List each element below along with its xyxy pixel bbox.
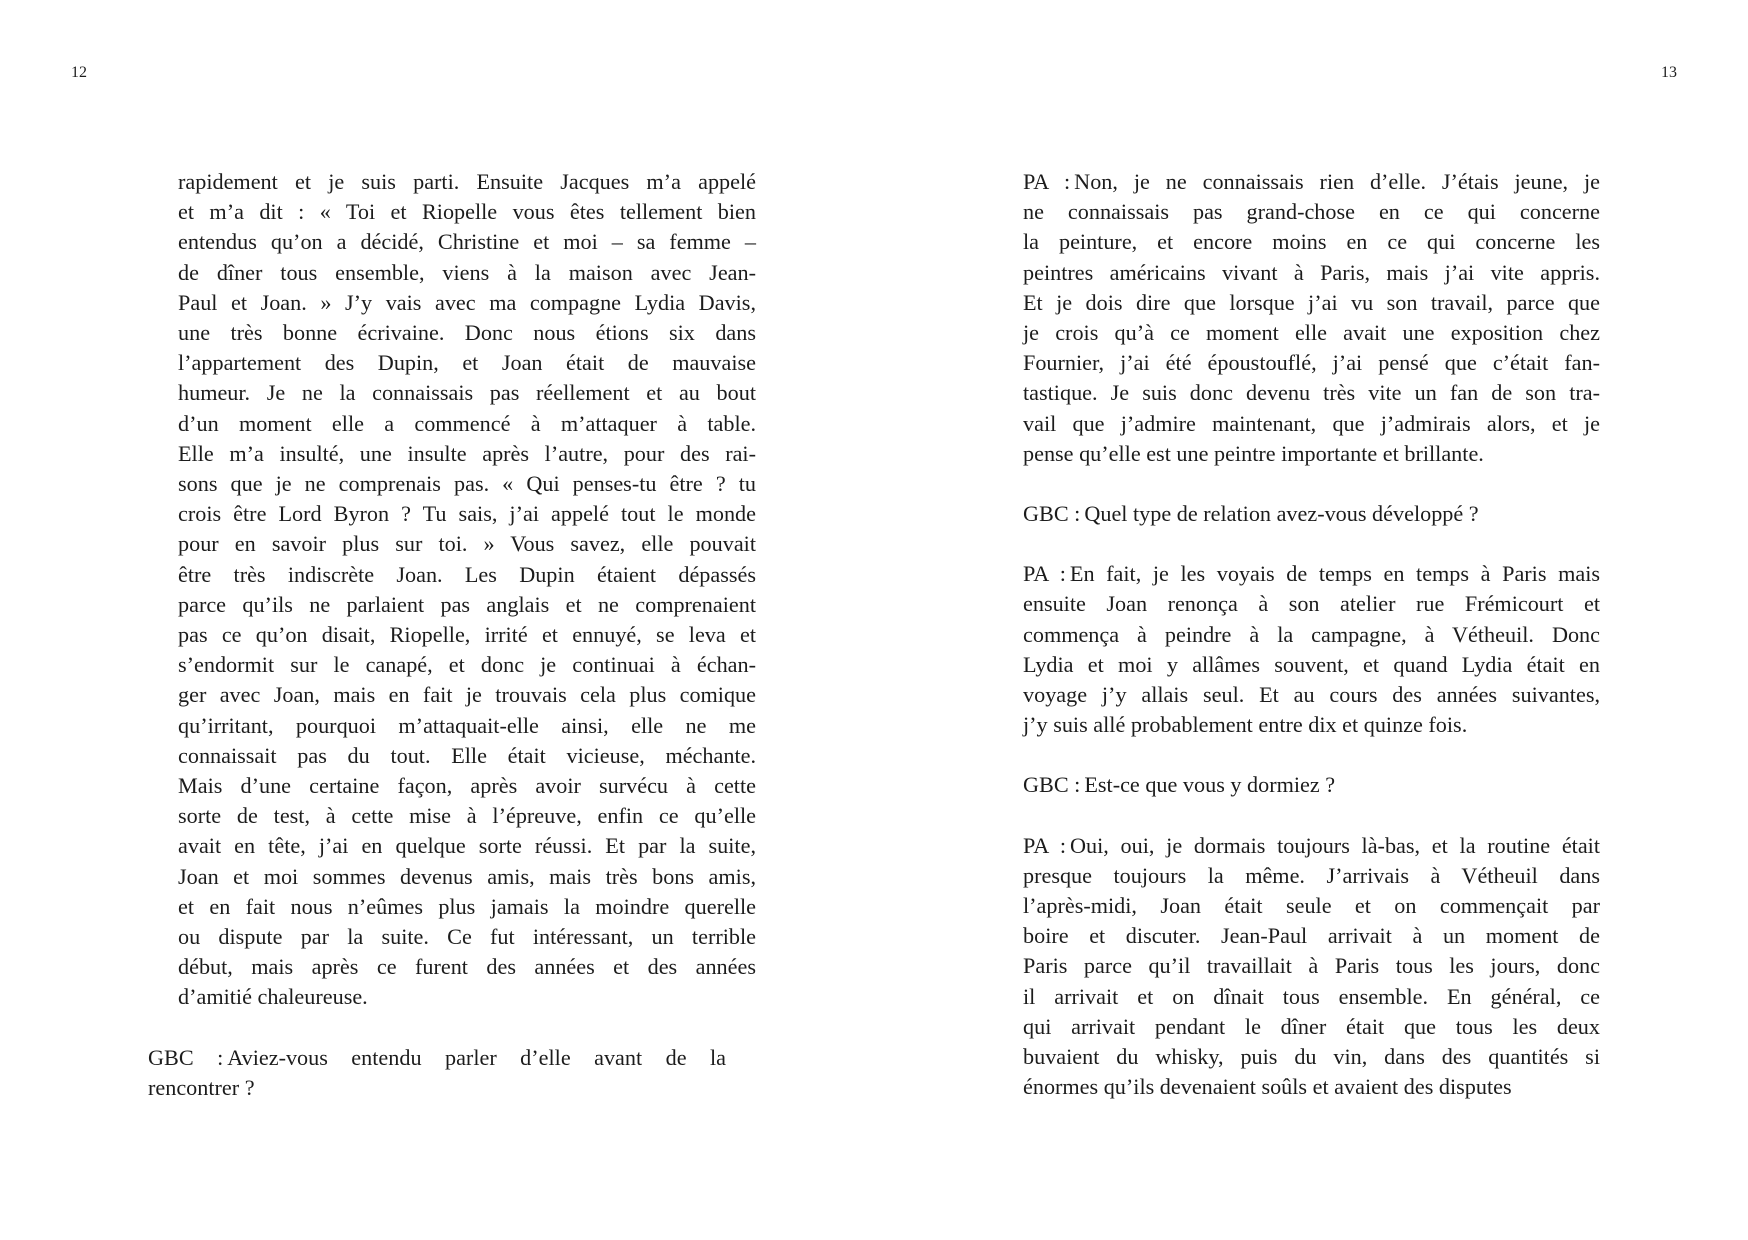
text-line <box>1023 167 1600 197</box>
line-text: je crois qu’à ce moment elle avait une exposition chez <box>1023 320 1600 346</box>
line-text: vail que j’admire maintenant, que j’admirais alors, et je <box>1023 410 1600 436</box>
line-text: Mais d’une certaine façon, après avoir survécu à cette <box>178 773 756 799</box>
text-line <box>1023 770 1600 800</box>
text-line <box>1023 589 1600 619</box>
line-text: parce qu’ils ne parlaient pas anglais et ne comprenaient <box>178 591 756 617</box>
line-text: début, mais après ce furent des années et des années <box>178 954 756 980</box>
text-line <box>178 167 756 197</box>
interview-exchange <box>1023 770 1600 800</box>
interview-exchange <box>1023 499 1600 529</box>
text-line <box>1023 499 1600 529</box>
line-text: Oui, oui, je dormais toujours là-bas, et la routine était <box>1070 832 1601 858</box>
text-line <box>1023 650 1600 680</box>
text-line <box>178 952 756 982</box>
line-text: une très bonne écrivaine. Donc nous étions six dans <box>178 320 756 346</box>
text-line <box>148 1043 726 1073</box>
line-text: rencontrer ? <box>148 1074 255 1100</box>
text-line <box>1023 951 1600 981</box>
text-line <box>178 741 756 771</box>
speaker-label: GBC : <box>1023 772 1081 798</box>
text-line <box>1023 921 1600 951</box>
line-text: entendus qu’on a décidé, Christine et moi – sa femme – <box>178 229 756 255</box>
line-text: qui arrivait pendant le dîner était que tous les deux <box>1023 1013 1600 1039</box>
text-line <box>178 197 756 227</box>
text-line <box>178 409 756 439</box>
line-text: la peinture, et encore moins en ce qui concerne les <box>1023 229 1600 255</box>
text-line <box>1023 258 1600 288</box>
line-text: ne connaissais pas grand-chose en ce qui concerne <box>1023 199 1600 225</box>
line-text: buvaient du whisky, puis du vin, dans des quantités si <box>1023 1044 1600 1070</box>
text-line <box>178 620 756 650</box>
text-line <box>178 650 756 680</box>
line-text: voyage j’y allais seul. Et au cours des années suivantes, <box>1023 682 1600 708</box>
line-text: tastique. Je suis donc devenu très vite un fan de son tra- <box>1023 380 1600 406</box>
line-text: rapidement et je suis parti. Ensuite Jacques m’a appelé <box>178 169 756 194</box>
text-line <box>178 711 756 741</box>
interview-exchange <box>1023 167 1600 469</box>
text-line <box>178 922 756 952</box>
text-line <box>178 801 756 831</box>
line-text: peintres américains vivant à Paris, mais j’ai vite appris. <box>1023 259 1600 285</box>
line-text: En fait, je les voyais de temps en temps à Paris mais <box>1069 561 1601 587</box>
text-line <box>178 680 756 710</box>
line-text: connaissait pas du tout. Elle était vicieuse, méchante. <box>178 742 756 768</box>
text-line <box>1023 197 1600 227</box>
text-line <box>1023 227 1600 257</box>
speaker-label: PA : <box>1023 561 1066 587</box>
text-line <box>178 439 756 469</box>
right-text-column <box>1023 167 1600 1132</box>
line-text: boire et discuter. Jean-Paul arrivait à un moment de <box>1023 923 1600 949</box>
page-number-right: 13 <box>1661 64 1677 81</box>
line-text: Elle m’a insulté, une insulte après l’autre, pour des rai- <box>178 440 756 466</box>
line-text: Fournier, j’ai été époustouflé, j’ai pensé que c’était fan- <box>1023 350 1600 376</box>
line-text: d’un moment elle a commencé à m’attaquer à table. <box>178 410 756 436</box>
text-line <box>178 318 756 348</box>
text-line <box>1023 982 1600 1012</box>
text-line <box>1023 378 1600 408</box>
line-text: Quel type de relation avez-vous développé ? <box>1084 501 1479 527</box>
text-line <box>1023 439 1600 469</box>
text-line <box>178 529 756 559</box>
line-text: Joan et moi sommes devenus amis, mais très bons amis, <box>178 863 756 889</box>
text-line <box>178 499 756 529</box>
text-line <box>178 288 756 318</box>
line-text: l’appartement des Dupin, et Joan était de mauvaise <box>178 350 756 376</box>
line-text: commença à peindre à la campagne, à Vétheuil. Donc <box>1023 621 1600 647</box>
line-text: humeur. Je ne la connaissais pas réellement et au bout <box>178 380 756 406</box>
text-line <box>1023 288 1600 318</box>
line-text: Paris parce qu’il travaillait à Paris tous les jours, donc <box>1023 953 1600 979</box>
line-text: avait en tête, j’ai en quelque sorte réussi. Et par la suite, <box>178 833 756 859</box>
interview-exchange <box>1023 559 1600 740</box>
text-line <box>1023 861 1600 891</box>
line-text: Lydia et moi y allâmes souvent, et quand Lydia était en <box>1023 651 1600 677</box>
text-line <box>178 590 756 620</box>
line-text: j’y suis allé probablement entre dix et quinze fois. <box>1023 712 1468 738</box>
page-number-left: 12 <box>71 64 87 81</box>
text-line <box>1023 710 1600 740</box>
text-line <box>1023 680 1600 710</box>
line-text: crois être Lord Byron ? Tu sais, j’ai appelé tout le monde <box>178 501 756 527</box>
speaker-label: GBC : <box>148 1044 224 1070</box>
text-line <box>178 560 756 590</box>
line-text: l’après-midi, Joan était seule et on commençait par <box>1023 893 1600 919</box>
text-line <box>148 1073 726 1103</box>
text-line <box>178 378 756 408</box>
line-text: il arrivait et on dînait tous ensemble. En général, ce <box>1023 983 1600 1009</box>
line-text: presque toujours la même. J’arrivais à Vétheuil dans <box>1023 862 1600 888</box>
text-line <box>1023 1012 1600 1042</box>
line-text: pour en savoir plus sur toi. » Vous savez, elle pouvait <box>178 531 756 557</box>
line-text: énormes qu’ils devenaient soûls et avaient des disputes <box>1023 1074 1512 1100</box>
text-line <box>178 469 756 499</box>
interview-exchange <box>148 1043 726 1103</box>
text-line <box>178 982 756 1012</box>
line-text: Aviez-vous entendu parler d’elle avant de la <box>227 1044 726 1070</box>
text-line <box>178 892 756 922</box>
line-text: et m’a dit : « Toi et Riopelle vous êtes tellement bien <box>178 199 756 225</box>
text-line <box>178 771 756 801</box>
line-text: sorte de test, à cette mise à l’épreuve, enfin ce qu’elle <box>178 803 756 829</box>
right-page <box>874 0 1748 1240</box>
line-text: et en fait nous n’eûmes plus jamais la moindre querelle <box>178 893 756 919</box>
line-text: d’amitié chaleureuse. <box>178 984 368 1010</box>
line-text: ger avec Joan, mais en fait je trouvais cela plus comique <box>178 682 756 708</box>
line-text: ensuite Joan renonça à son atelier rue Frémicourt et <box>1023 591 1600 617</box>
text-line <box>1023 559 1600 589</box>
line-text: Paul et Joan. » J’y vais avec ma compagne Lydia Davis, <box>178 289 756 315</box>
text-line <box>1023 409 1600 439</box>
line-text: pas ce qu’on disait, Riopelle, irrité et ennuyé, se leva et <box>178 622 756 648</box>
line-text: Est-ce que vous y dormiez ? <box>1084 772 1336 798</box>
speaker-label: GBC : <box>1023 501 1081 527</box>
speaker-label: PA : <box>1023 169 1071 194</box>
line-text: Non, je ne connaissais rien d’elle. J’étais jeune, je <box>1074 169 1600 194</box>
line-text: être très indiscrète Joan. Les Dupin étaient dépassés <box>178 561 756 587</box>
line-text: de dîner tous ensemble, viens à la maison avec Jean- <box>178 259 756 285</box>
line-text: qu’irritant, pourquoi m’attaquait-elle ainsi, elle ne me <box>178 712 756 738</box>
text-line <box>1023 318 1600 348</box>
text-line <box>178 862 756 892</box>
text-line <box>1023 1072 1600 1102</box>
left-text-column <box>148 167 756 1133</box>
interview-exchange <box>1023 831 1600 1103</box>
text-line <box>178 227 756 257</box>
text-line <box>178 258 756 288</box>
text-line <box>178 348 756 378</box>
line-text: ou dispute par la suite. Ce fut intéressant, un terrible <box>178 924 756 950</box>
text-line <box>1023 620 1600 650</box>
text-paragraph <box>148 167 756 1013</box>
text-line <box>1023 891 1600 921</box>
line-text: sons que je ne comprenais pas. « Qui penses-tu être ? tu <box>178 471 756 497</box>
text-line <box>178 831 756 861</box>
text-line <box>1023 831 1600 861</box>
line-text: Et je dois dire que lorsque j’ai vu son travail, parce que <box>1023 289 1600 315</box>
line-text: s’endormit sur le canapé, et donc je continuai à échan- <box>178 652 756 678</box>
line-text: pense qu’elle est une peintre importante et brillante. <box>1023 440 1484 466</box>
speaker-label: PA : <box>1023 832 1066 858</box>
text-line <box>1023 348 1600 378</box>
text-line <box>1023 1042 1600 1072</box>
